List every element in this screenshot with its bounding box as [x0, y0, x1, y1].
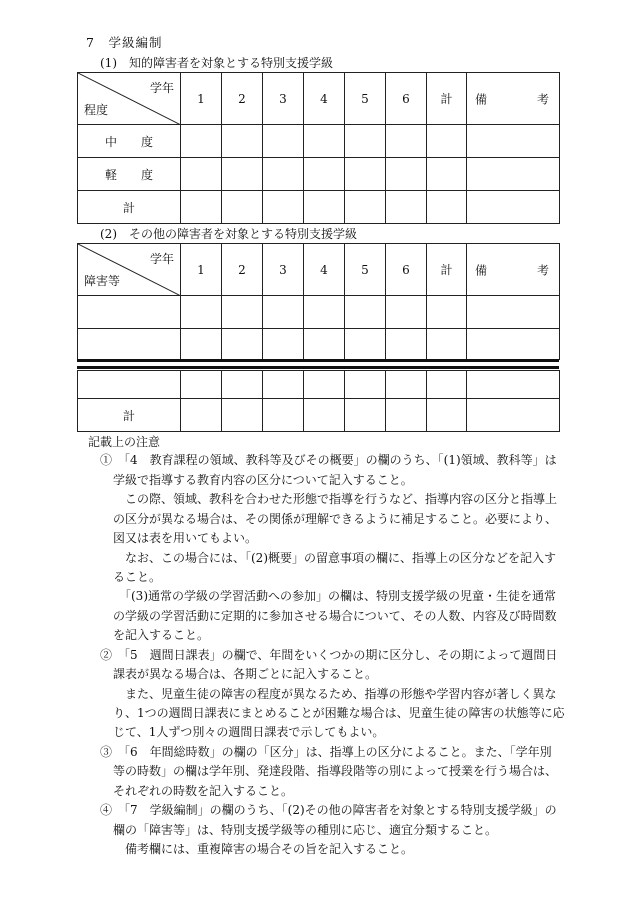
grade-header: 2: [222, 73, 263, 125]
table-row: [78, 296, 560, 329]
remarks-left: 備: [475, 92, 488, 106]
grade-header: 3: [263, 244, 304, 296]
note-line: ② 「5 週間日課表」の欄で、年間をいくつかの期に区分し、その期によって週間日: [100, 648, 558, 662]
cell[interactable]: [467, 329, 560, 360]
cell[interactable]: [467, 158, 560, 191]
cell[interactable]: [222, 399, 263, 432]
cell[interactable]: [181, 329, 222, 360]
cell[interactable]: [467, 371, 560, 399]
cell[interactable]: [386, 158, 427, 191]
row-label-total: 計: [78, 399, 181, 432]
cell[interactable]: [263, 125, 304, 158]
cell[interactable]: [263, 296, 304, 329]
note-line: なお、この場合には、「(2)概要」の留意事項の欄に、指導上の区分などを記入す: [125, 551, 557, 565]
cell[interactable]: [222, 125, 263, 158]
grade-header: 5: [345, 244, 386, 296]
cell[interactable]: [427, 329, 467, 360]
table-row: [78, 329, 560, 360]
cell[interactable]: [427, 371, 467, 399]
break-line-top: [77, 359, 559, 362]
cell[interactable]: [78, 371, 181, 399]
cell[interactable]: [181, 191, 222, 224]
cell[interactable]: [467, 191, 560, 224]
note-line: ① 「4 教育課程の領域、教科等及びその概要」の欄のうち、「(1)領域、教科等」は: [100, 453, 557, 467]
cell[interactable]: [427, 125, 467, 158]
row-label-mild: 軽 度: [78, 158, 181, 191]
cell[interactable]: [304, 125, 345, 158]
cell[interactable]: [304, 191, 345, 224]
cell[interactable]: [345, 125, 386, 158]
grade-header: 6: [386, 244, 427, 296]
cell[interactable]: [181, 371, 222, 399]
cell[interactable]: [222, 158, 263, 191]
note-line: 図又は表を用いてもよい。: [113, 531, 258, 545]
note-line: 備考欄には、重複障害の場合その旨を記入すること。: [125, 842, 414, 856]
row-label-total: 計: [78, 191, 181, 224]
cell[interactable]: [386, 296, 427, 329]
cell[interactable]: [304, 329, 345, 360]
cell[interactable]: [345, 399, 386, 432]
note-line: 等の時数」の欄は学年別、発達段階、指導段階等の別によって授業を行う場合は、: [113, 764, 558, 778]
grade-header: 1: [181, 244, 222, 296]
table-row: [78, 191, 560, 224]
row-label-moderate: 中 度: [78, 125, 181, 158]
note-line: 欄の「障害等」は、特別支援学級等の種別に応じ、適宜分類すること。: [113, 823, 498, 837]
remarks-left: 備: [475, 263, 488, 277]
table-row: [78, 399, 560, 432]
cell[interactable]: [222, 371, 263, 399]
cell[interactable]: [427, 296, 467, 329]
cell[interactable]: [304, 371, 345, 399]
table2-top: [77, 243, 560, 360]
break-line-bottom: [77, 366, 559, 369]
remarks-right: 考: [536, 263, 549, 277]
grade-header: 2: [222, 244, 263, 296]
grade-header: 5: [345, 73, 386, 125]
cell[interactable]: [467, 125, 560, 158]
remarks-header: [467, 73, 560, 125]
section-title: 7 学級編制: [86, 35, 163, 50]
note-line: じて、1人ずつ別々の週間日課表で示してもよい。: [113, 725, 385, 739]
cell[interactable]: [386, 191, 427, 224]
cell[interactable]: [386, 371, 427, 399]
cell[interactable]: [467, 296, 560, 329]
cell[interactable]: [467, 399, 560, 432]
table1-caption: (1) 知的障害者を対象とする特別支援学級: [100, 56, 333, 70]
cell[interactable]: [345, 158, 386, 191]
cell[interactable]: [427, 399, 467, 432]
notes-title: 記載上の注意: [88, 435, 161, 449]
cell[interactable]: [304, 158, 345, 191]
grade-header: 1: [181, 73, 222, 125]
cell[interactable]: [263, 158, 304, 191]
table2-bottom: [77, 370, 560, 432]
note-line: ④ 「7 学級編制」の欄のうち、「(2)その他の障害者を対象とする特別支援学級」の: [100, 803, 557, 817]
cell[interactable]: [345, 329, 386, 360]
table2-corner-cell: [78, 244, 181, 296]
grade-header: 4: [304, 244, 345, 296]
cell[interactable]: [78, 329, 181, 360]
note-line: ③ 「6 年間総時数」の欄の「区分」は、指導上の区分によること。また、「学年別: [100, 745, 552, 759]
cell[interactable]: [345, 191, 386, 224]
cell[interactable]: [181, 125, 222, 158]
cell[interactable]: [386, 399, 427, 432]
cell[interactable]: [263, 371, 304, 399]
cell[interactable]: [222, 191, 263, 224]
cell[interactable]: [304, 399, 345, 432]
cell[interactable]: [345, 371, 386, 399]
cell[interactable]: [222, 329, 263, 360]
corner-label-grade: 学年: [149, 252, 174, 266]
cell[interactable]: [386, 125, 427, 158]
note-line: それぞれの時数を記入すること。: [113, 784, 294, 798]
note-line: 学級で指導する教育内容の区分について記入すること。: [113, 473, 413, 487]
table-row: [78, 125, 560, 158]
cell[interactable]: [386, 329, 427, 360]
table1-corner-cell: [78, 73, 181, 125]
cell[interactable]: [78, 296, 181, 329]
note-line: の区分が異なる場合は、その関係が理解できるように補足すること。必要により、: [113, 512, 558, 526]
grade-header: 3: [263, 73, 304, 125]
note-line: 「(3)通常の学級の学習活動への参加」の欄は、特別支援学級の児童・生徒を通常: [119, 589, 557, 603]
table2-caption: (2) その他の障害者を対象とする特別支援学級: [100, 227, 357, 241]
note-line: ること。: [113, 570, 162, 584]
total-header: 計: [427, 73, 467, 125]
table1: [77, 72, 560, 224]
grade-header: 6: [386, 73, 427, 125]
note-line: の学級の学習活動に定期的に参加させる場合について、その人数、内容及び時間数: [113, 609, 557, 623]
cell[interactable]: [427, 158, 467, 191]
cell[interactable]: [304, 296, 345, 329]
note-line: 課表が異なる場合は、各期ごとに記入すること。: [113, 667, 378, 681]
cell[interactable]: [181, 399, 222, 432]
note-line: を記入すること。: [113, 628, 210, 642]
cell[interactable]: [263, 329, 304, 360]
corner-label-disability: 障害等: [84, 274, 121, 288]
corner-label-degree: 程度: [84, 103, 109, 117]
cell[interactable]: [427, 191, 467, 224]
grade-header: 4: [304, 73, 345, 125]
corner-label-grade: 学年: [149, 81, 174, 95]
cell[interactable]: [222, 296, 263, 329]
total-header: 計: [427, 244, 467, 296]
cell[interactable]: [345, 296, 386, 329]
cell[interactable]: [263, 191, 304, 224]
note-line: また、児童生徒の障害の程度が異なるため、指導の形態や学習内容が著しく異な: [125, 687, 557, 701]
table-row: [78, 158, 560, 191]
note-line: この際、領域、教科を合わせた形態で指導を行うなど、指導内容の区分と指導上: [125, 492, 558, 506]
cell[interactable]: [263, 399, 304, 432]
note-line: り、1つの週間日課表にまとめることが困難な場合は、児童生徒の障害の状態等に応: [113, 706, 565, 720]
remarks-header: [467, 244, 560, 296]
remarks-right: 考: [536, 92, 549, 106]
table-row: [78, 371, 560, 399]
cell[interactable]: [181, 158, 222, 191]
cell[interactable]: [181, 296, 222, 329]
